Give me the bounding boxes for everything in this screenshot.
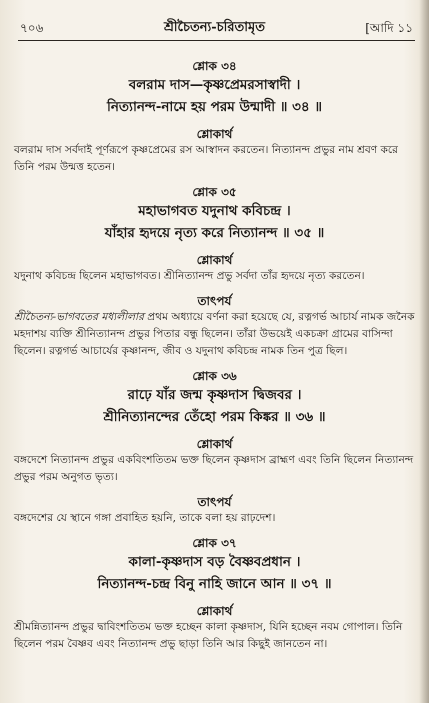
section-heading: তাৎপর্য [197, 495, 232, 509]
chapter-label: [আদি ১১ [365, 21, 413, 35]
section-heading: শ্লোক ৩৭ [192, 536, 237, 550]
italic-book-title: শ্রীচৈতন্য-ভাগবতের মধ্যলীলার [14, 311, 144, 323]
verse-line: কালা-কৃষ্ণদাস বড় বৈষ্ণবপ্রধান । [128, 554, 301, 570]
spacer [14, 486, 415, 494]
spacer [14, 244, 415, 252]
paragraph: বলরাম দাস সর্বদাই পূর্ণরূপে কৃষ্ণপ্রেমের রস আস্বাদন করতেন। নিত্যানন্দ প্রভুর নাম শ্রবণ করে তিনি পরম উন্মত্ত হতেন। [14, 144, 398, 173]
running-header [0, 0, 429, 42]
verse-line: শ্রীনিত্যানন্দের তেঁহো পরম কিঙ্কর ॥ ৩৬ ॥ [103, 409, 326, 425]
spacer [14, 118, 415, 126]
spacer [14, 595, 415, 603]
section-heading: শ্লোকার্থ [196, 437, 233, 451]
spacer [14, 285, 415, 293]
section-heading: শ্লোকার্থ [196, 253, 233, 267]
section-heading: তাৎপর্য [197, 294, 232, 308]
spacer [14, 428, 415, 436]
section-heading: শ্লোকার্থ [196, 604, 233, 618]
spacer [14, 176, 415, 184]
paragraph [14, 309, 415, 360]
page-edge-shadow [419, 0, 429, 703]
verse-line: মহাভাগবত যদুনাথ কবিচন্দ্র । [138, 203, 291, 219]
paragraph-text: প্রথম অধ্যায়ে বর্ণনা করা হয়েছে যে, রত্নগর্ভ আচার্য নামক জনৈক মহদাশয় ব্যক্তি শ্রীনিত্যানন্দ প্রভুর পিতার বন্ধু ছিলেন। তাঁরা উভয়েই একচক্রা গ্রামের বাসিন্দা ছিলেন। রত্নগর্ভ আচার্যের কৃষ্ণানন্দ, জীব ও যদুনাথ কবিচন্দ্র নামক তিন পুত্র ছিল। [14, 311, 415, 357]
paragraph: বঙ্গদেশের যে স্থানে গঙ্গা প্রবাহিত হয়নি, তাকে বলা হয় রাঢ়দেশ। [14, 512, 276, 524]
verse-line: বলরাম দাস—কৃষ্ণপ্রেমরসাস্বাদী । [128, 77, 301, 93]
section-heading: শ্লোকার্থ [196, 127, 233, 141]
page-number: ৭০৬ [20, 21, 44, 35]
header-rule [18, 40, 415, 41]
running-title: শ্রীচৈতন্য-চরিতামৃত [163, 20, 266, 35]
verse-line: নিত্যানন্দ-চন্দ্র বিনু নাহি জানে আন ॥ ৩৭ ॥ [97, 576, 332, 592]
paragraph: শ্রীমন্নিত্যানন্দ প্রভুর দ্বাবিংশতিতম ভক্ত হচ্ছেন কালা কৃষ্ণদাস, যিনি হচ্ছেন নবম গোপাল। তিনি ছিলেন পরম বৈষ্ণব এবং নিত্যানন্দ প্রভু ছাড়া তিনি আর কিছুই জানতেন না। [14, 621, 403, 650]
section-heading: শ্লোক ৩৬ [192, 369, 237, 383]
spacer [14, 527, 415, 535]
verse-line: যাঁহার হৃদয়ে নৃত্য করে নিত্যানন্দ ॥ ৩৫ ॥ [104, 225, 325, 241]
section-heading: শ্লোক ৩৫ [192, 185, 237, 199]
verse-line: নিত্যানন্দ-নামে হয় পরম উন্মাদী ॥ ৩৪ ॥ [106, 99, 322, 115]
paragraph: বঙ্গদেশে নিত্যানন্দ প্রভুর একবিংশতিতম ভক্ত ছিলেন কৃষ্ণদাস ব্রাহ্মণ এবং তিনি ছিলেন নিত্যানন্দ প্রভুর পরম অনুগত ভৃত্য। [14, 454, 414, 483]
paragraph: যদুনাথ কবিচন্দ্র ছিলেন মহাভাগবত। শ্রীনিত্যানন্দ প্রভু সর্বদা তাঁর হৃদয়ে নৃত্য করতেন। [14, 270, 365, 282]
spacer [14, 360, 415, 368]
section-heading: শ্লোক ৩৪ [192, 59, 237, 73]
verse-line: রাঢ়ে যাঁর জন্ম কৃষ্ণদাস দ্বিজবর । [127, 387, 302, 403]
page-content [14, 58, 415, 653]
